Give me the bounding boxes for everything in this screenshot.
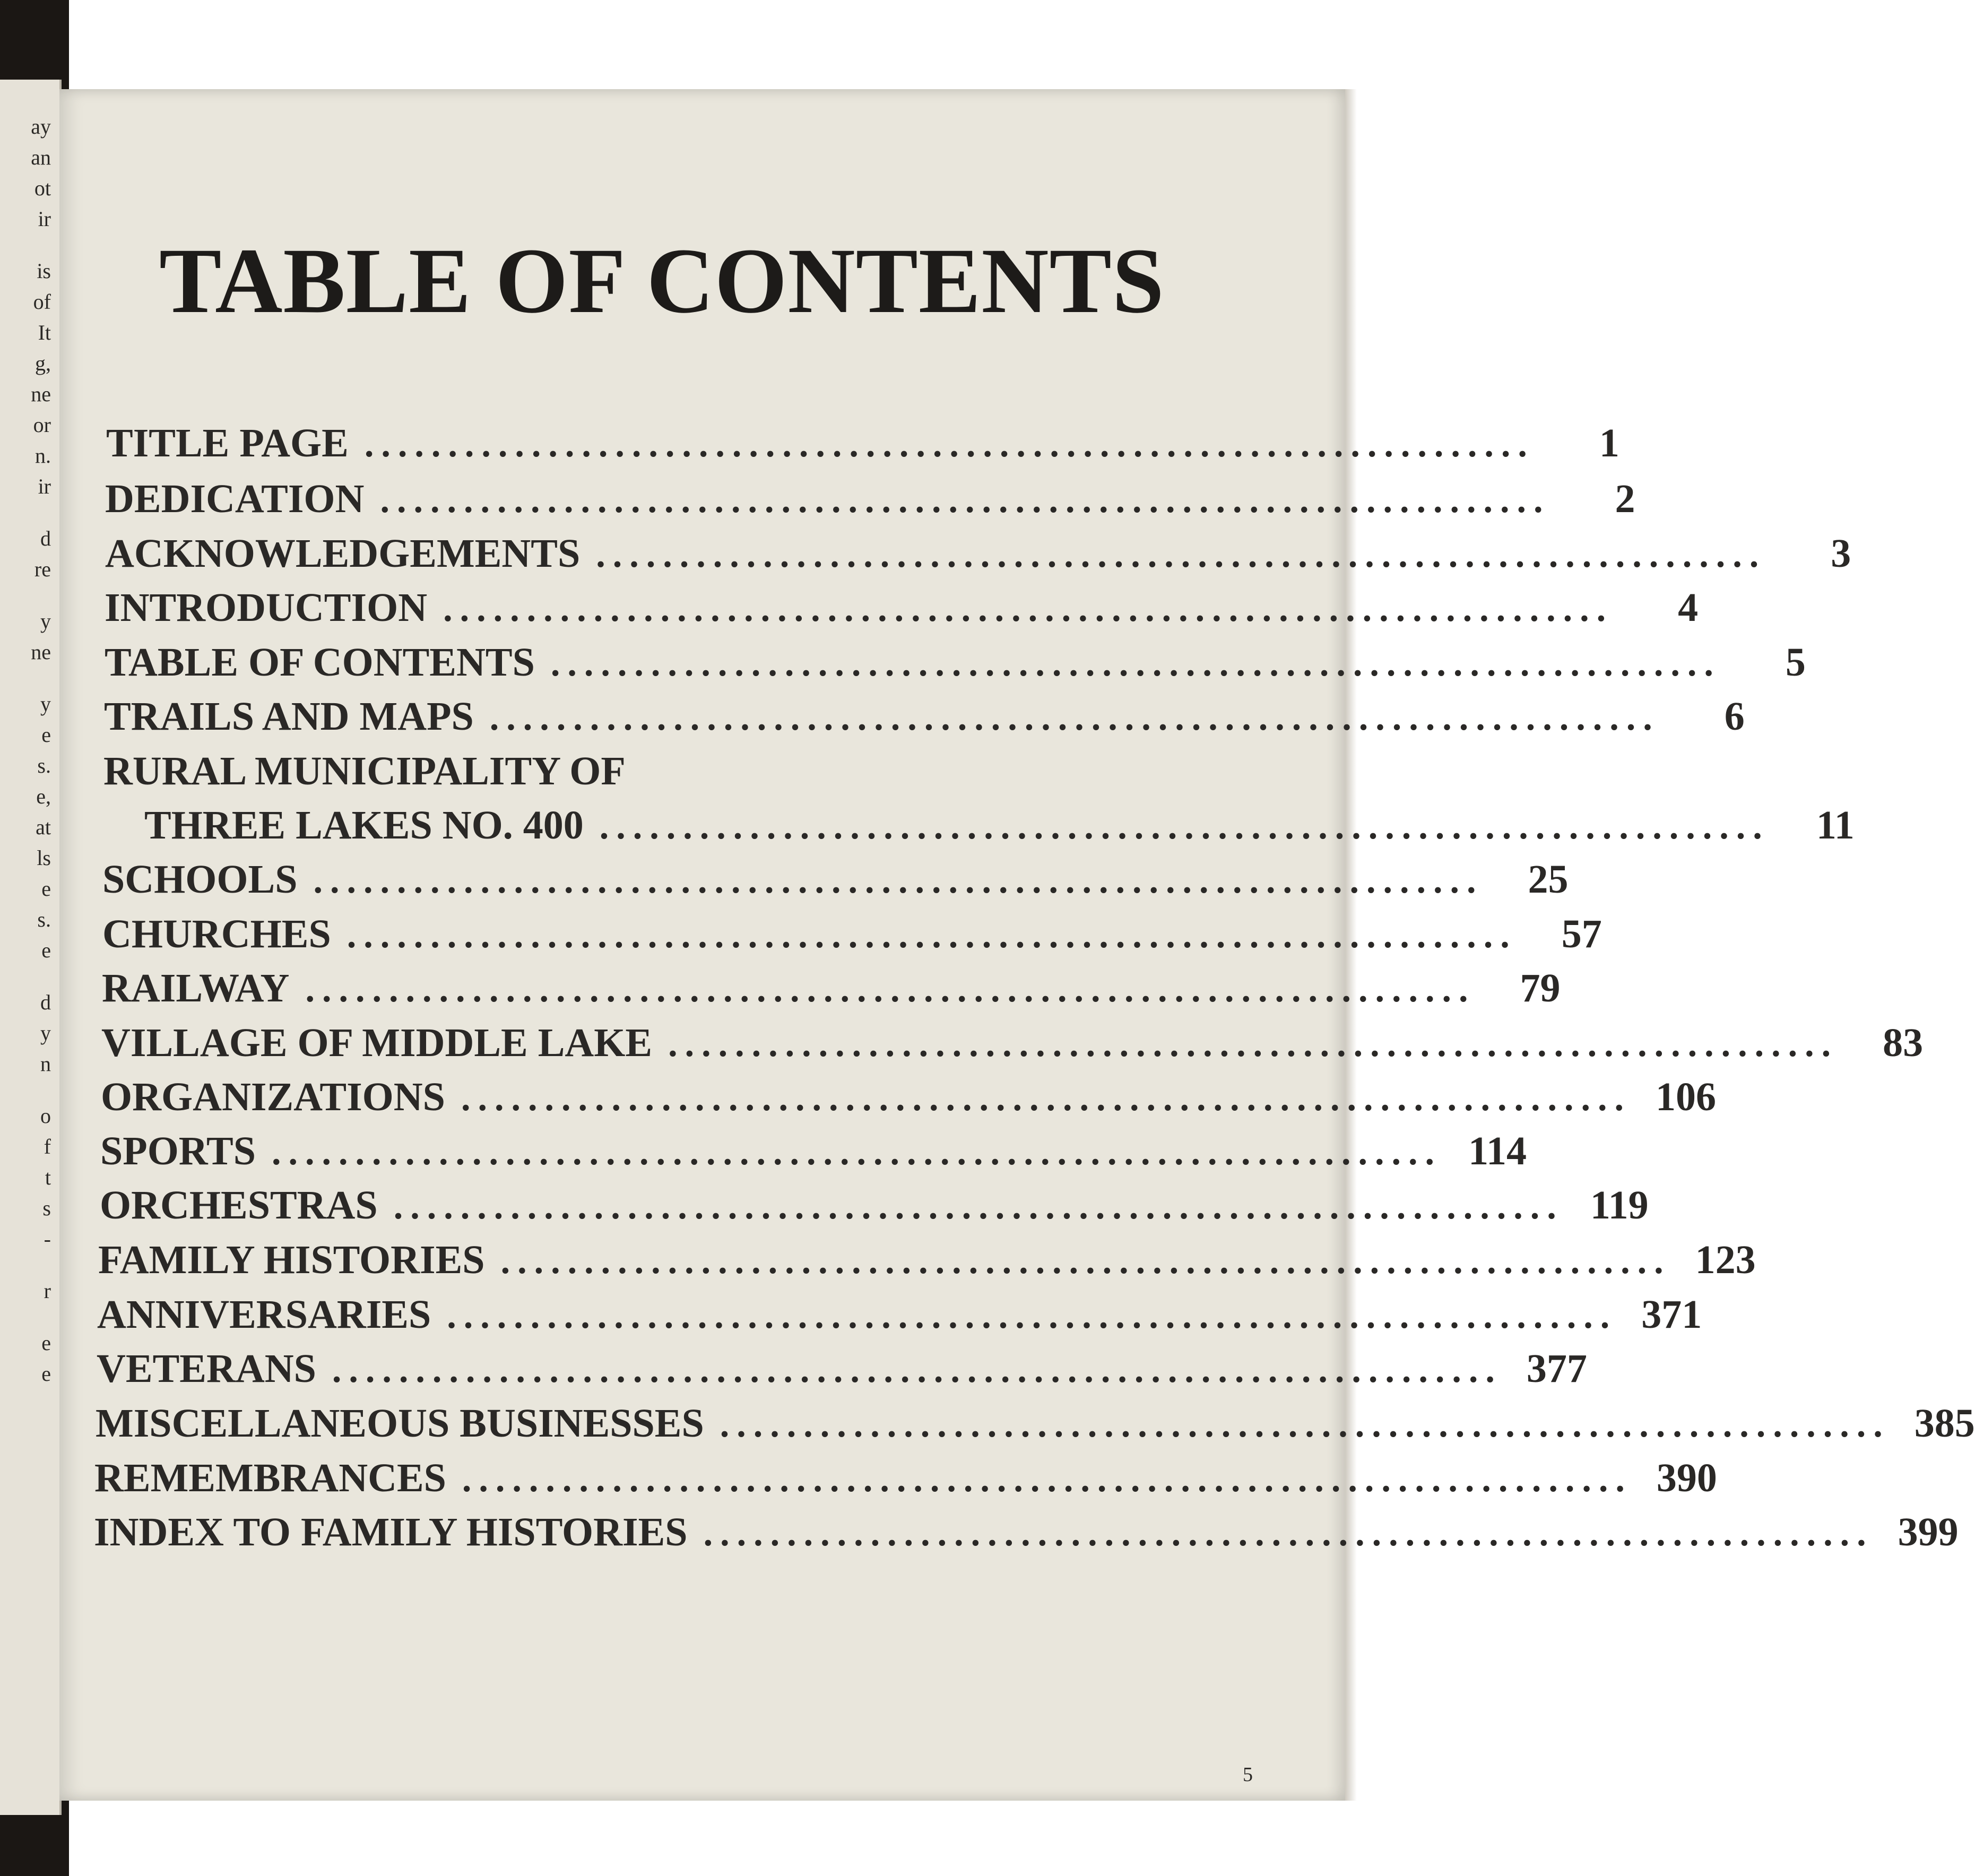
facing-page-fragment: ir (38, 474, 51, 498)
entry-page-number: 377 (1526, 1346, 1587, 1391)
dot-leader: ...................................................................... (720, 1404, 1890, 1445)
toc-entry (105, 638, 1806, 688)
entry-page-number: 371 (1641, 1292, 1702, 1337)
facing-page-fragment: s (42, 1196, 51, 1220)
entry-title: ORGANIZATIONS (101, 1075, 445, 1119)
paragraph-gap (31, 1255, 51, 1276)
facing-page-fragment: t (45, 1165, 51, 1189)
facing-page-fragment: s. (37, 754, 51, 777)
dot-leader: ...................................................................... (271, 1132, 1442, 1173)
facing-page-fragment: n. (35, 444, 51, 468)
dot-leader: ...................................................................... (393, 1186, 1564, 1227)
facing-page-fragment: - (44, 1227, 51, 1251)
entry-page-number: 5 (1785, 640, 1806, 685)
dot-leader: ...................................................................... (443, 589, 1614, 629)
facing-page-fragment: s. (37, 907, 51, 931)
facing-page-fragment: y (40, 1021, 51, 1045)
dot-leader: ...................................................................... (599, 806, 1770, 847)
paragraph-gap (31, 966, 51, 987)
entry-page-number: 119 (1590, 1183, 1649, 1227)
facing-page-fragment: is (37, 259, 51, 283)
paragraph-gap (31, 235, 51, 256)
toc-entry (100, 1181, 1649, 1231)
facing-page (0, 80, 62, 1815)
entry-title: INTRODUCTION (105, 585, 428, 630)
facing-page-fragment: d (40, 526, 51, 550)
facing-page-fragment: or (33, 413, 51, 437)
entry-title: THREE LAKES NO. 400 (144, 803, 584, 848)
entry-page-number: 25 (1528, 857, 1569, 902)
entry-page-number: 114 (1468, 1129, 1527, 1173)
paragraph-gap (31, 502, 51, 523)
entry-title: MISCELLANEOUS BUSINESSES (96, 1401, 704, 1446)
facing-page-fragment: ir (38, 207, 51, 231)
toc-entry (105, 584, 1699, 633)
facing-page-fragment: n (40, 1052, 51, 1076)
toc-entry (102, 855, 1569, 905)
toc-entry (102, 910, 1602, 959)
facing-page-fragment: e (41, 723, 51, 747)
toc-entry (103, 747, 1266, 795)
facing-page-fragment: an (31, 145, 51, 169)
entry-title: RAILWAY (102, 966, 290, 1010)
entry-title: VILLAGE OF MIDDLE LAKE (101, 1021, 653, 1065)
entry-page-number: 4 (1678, 585, 1699, 630)
dot-leader: ...................................................................... (550, 643, 1721, 684)
toc-entry (104, 693, 1745, 742)
dot-leader: ...................................................................... (489, 697, 1660, 738)
toc-entry (94, 1508, 1959, 1558)
facing-page-fragment: r (44, 1279, 51, 1303)
entry-page-number: 3 (1831, 531, 1851, 576)
facing-page-fragment: It (38, 321, 51, 344)
entry-title: SPORTS (100, 1129, 256, 1173)
toc-entry (106, 419, 1619, 469)
page-heading: TABLE OF CONTENTS (159, 229, 1165, 333)
toc-entry (101, 1019, 1924, 1068)
paragraph-gap (31, 1307, 51, 1328)
toc-entry (97, 1345, 1587, 1394)
entry-title: ANNIVERSARIES (97, 1292, 431, 1337)
facing-page-fragment: o (40, 1104, 51, 1128)
entry-title: FAMILY HISTORIES (98, 1238, 485, 1282)
toc-entry (98, 1236, 1756, 1285)
facing-page-fragment: ls (37, 846, 51, 870)
facing-page-fragment: e (41, 1331, 51, 1355)
entry-title: INDEX TO FAMILY HISTORIES (94, 1510, 688, 1554)
dot-leader: ...................................................................... (332, 1350, 1502, 1390)
entry-title: VETERANS (97, 1346, 316, 1391)
entry-title: ORCHESTRAS (100, 1183, 378, 1227)
dot-leader: ...................................................................... (447, 1295, 1617, 1336)
entry-page-number: 83 (1883, 1021, 1924, 1065)
dot-leader: ...................................................................... (462, 1459, 1632, 1500)
entry-page-number: 1 (1599, 421, 1619, 465)
entry-page-number: 123 (1695, 1238, 1756, 1282)
facing-page-fragment: ay (31, 115, 51, 139)
toc-entry (97, 1291, 1702, 1340)
entry-page-number: 57 (1561, 912, 1602, 956)
toc-entry (102, 964, 1561, 1014)
facing-page-fragment: d (40, 990, 51, 1014)
toc-entry (100, 1127, 1527, 1177)
dot-leader: ...................................................................... (380, 480, 1550, 521)
dot-leader: ...................................................................... (461, 1078, 1631, 1119)
entry-title: DEDICATION (105, 477, 365, 521)
entry-title: SCHOOLS (102, 857, 298, 902)
entry-page-number: 390 (1656, 1456, 1717, 1500)
dot-leader: ...................................................................... (703, 1513, 1874, 1554)
entry-page-number: 399 (1898, 1510, 1959, 1554)
entry-page-number: 79 (1520, 966, 1561, 1010)
entry-title: CHURCHES (102, 912, 331, 956)
facing-page-fragment: e (41, 877, 51, 901)
facing-page-fragment: re (34, 557, 51, 581)
entry-page-number: 6 (1724, 694, 1745, 739)
facing-page-fragment: e (41, 1362, 51, 1386)
facing-page-fragment: ne (31, 640, 51, 664)
facing-page-text (31, 111, 51, 1389)
toc-entry (96, 1399, 1975, 1449)
entry-page-number: 106 (1655, 1075, 1716, 1119)
facing-page-fragment: y (40, 692, 51, 716)
facing-page-fragment: ne (31, 382, 51, 406)
facing-page-fragment: y (40, 609, 51, 633)
paragraph-gap (31, 668, 51, 689)
facing-page-fragment: ot (34, 176, 51, 200)
entry-title: TITLE PAGE (106, 421, 349, 465)
toc-entry (101, 1073, 1716, 1122)
entry-title: RURAL MUNICIPALITY OF (103, 749, 626, 793)
entry-title: REMEMBRANCES (94, 1456, 446, 1500)
dot-leader: ...................................................................... (596, 534, 1766, 575)
dot-leader: ...................................................................... (668, 1024, 1839, 1065)
paragraph-gap (31, 1079, 51, 1101)
toc-entry (144, 801, 1855, 851)
facing-page-fragment: of (33, 290, 51, 314)
entry-page-number: 11 (1816, 803, 1855, 848)
facing-page-fragment: e (41, 938, 51, 962)
dot-leader: ...................................................................... (364, 424, 1535, 465)
paragraph-gap (31, 585, 51, 606)
entry-page-number: 2 (1615, 477, 1635, 521)
dot-leader: ...................................................................... (500, 1241, 1671, 1282)
dot-leader: ...................................................................... (305, 969, 1476, 1010)
facing-page-fragment: f (44, 1135, 51, 1159)
page-number: 5 (1243, 1763, 1253, 1786)
dot-leader: ...................................................................... (347, 915, 1517, 956)
toc-entry (105, 530, 1851, 579)
entry-page-number: 385 (1914, 1401, 1975, 1446)
dot-leader: ...................................................................... (313, 860, 1484, 901)
entry-title: TRAILS AND MAPS (104, 694, 474, 739)
entry-title: ACKNOWLEDGEMENTS (105, 531, 581, 576)
facing-page-fragment: at (36, 815, 51, 839)
entry-title: TABLE OF CONTENTS (105, 640, 535, 685)
toc-entry (94, 1454, 1717, 1503)
toc-entry (105, 475, 1635, 524)
facing-page-fragment: g, (35, 351, 51, 375)
facing-page-fragment: e, (36, 784, 51, 808)
